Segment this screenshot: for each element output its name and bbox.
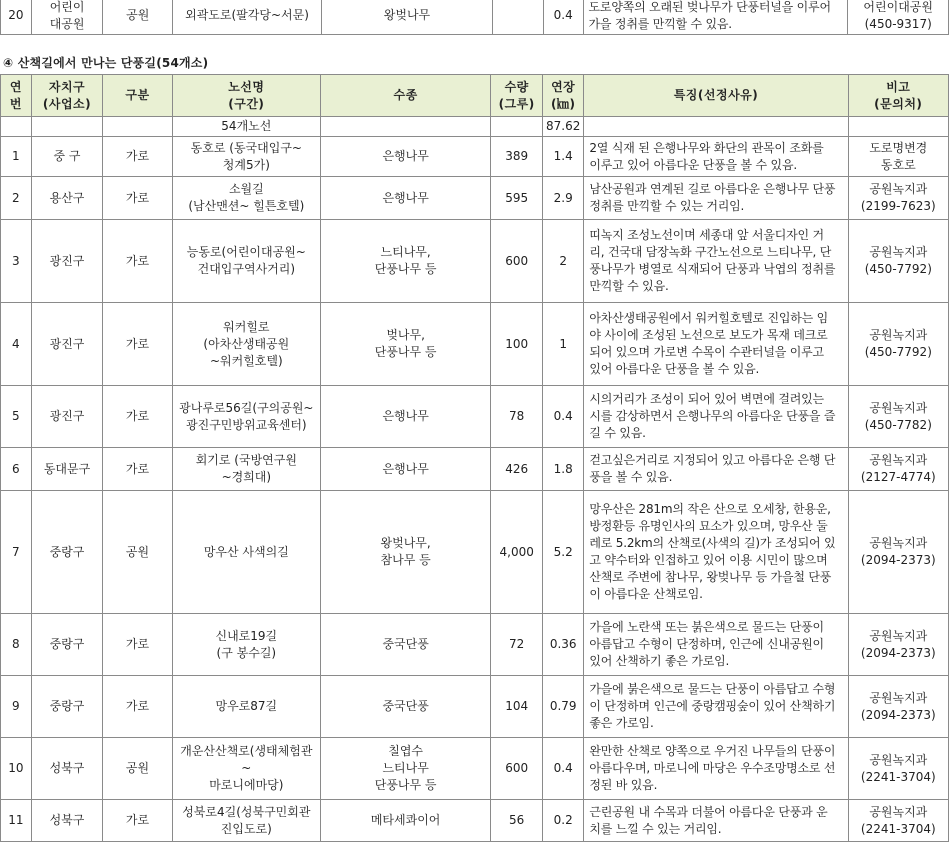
- length-cell: 0.2: [543, 800, 584, 842]
- type-cell: 가로: [103, 220, 172, 303]
- note-cell: 공원녹지과 (2127-4774): [848, 448, 948, 491]
- header-feature: 특징(선정사유): [584, 75, 848, 117]
- length-cell: 5.2: [543, 491, 584, 614]
- table-row: [1, 491, 949, 614]
- count-cell: 600: [491, 738, 543, 800]
- route-cell: 동호로 (동국대입구~ 청계5가): [172, 137, 320, 177]
- table-row: [1, 0, 949, 35]
- type-cell: 공원: [103, 491, 172, 614]
- table-row: [1, 220, 949, 303]
- type-cell: 가로: [103, 386, 172, 448]
- row-number: 1: [1, 137, 32, 177]
- row-number: 7: [1, 491, 32, 614]
- table-row: [1, 800, 949, 842]
- count-cell: 56: [491, 800, 543, 842]
- feature-cell: 띠녹지 조성노선이며 세종대 앞 서울디자인 거 리, 건국대 담장녹화 구간노선으로 느티나무, 단 풍나무가 병열로 식재되어 단풍과 낙엽의 정취를 만끽할 수 있음.: [584, 220, 848, 303]
- header-route: 노선명 (구간): [172, 75, 320, 117]
- count-cell: 4,000: [491, 491, 543, 614]
- note-cell: 공원녹지과 (2241-3704): [848, 800, 948, 842]
- note-cell: 공원녹지과 (450-7792): [848, 303, 948, 386]
- count-cell: [493, 0, 544, 35]
- feature-cell: 남산공원과 연계된 길로 아름다운 은행나무 단풍 정취를 만끽할 수 있는 거리임.: [584, 177, 848, 220]
- district-cell: 동대문구: [31, 448, 103, 491]
- row-number: 20: [1, 0, 32, 35]
- district-cell: 광진구: [31, 220, 103, 303]
- district-cell: 어린이 대공원: [31, 0, 103, 35]
- count-cell: 600: [491, 220, 543, 303]
- route-cell: 외곽도로(팔각당~서문): [173, 0, 322, 35]
- species-cell: 은행나무: [320, 177, 490, 220]
- feature-cell: 시의거리가 조성이 되어 있어 벽면에 걸려있는 시를 감상하면서 은행나무의 아름다운 단풍을 즐 길 수 있음.: [584, 386, 848, 448]
- feature-cell: 망우산은 281m의 작은 산으로 오세창, 한용운, 방정환등 유명인사의 묘소가 있으며, 망우산 둘 레로 5.2km의 산책로(사색의 길)가 조성되어 있 고 약수터와 인접하고 있어 이용 시민이 많으며 산책로 주변에 참나무, 왕벚나무 등 가을철 단풍 이 아름다운 산책로임.: [584, 491, 848, 614]
- feature-cell: 가을에 붉은색으로 물드는 단풍이 아름답고 수형 이 단정하며 인근에 중랑캠핑숲이 있어 산책하기 좋은 가로임.: [584, 676, 848, 738]
- length-cell: 0.4: [543, 0, 583, 35]
- species-cell: 왕벚나무: [321, 0, 492, 35]
- type-cell: 가로: [103, 448, 172, 491]
- count-cell: 100: [491, 303, 543, 386]
- type-cell: 가로: [103, 177, 172, 220]
- header-count: 수량 (그루): [491, 75, 543, 117]
- count-cell: 595: [491, 177, 543, 220]
- table-row: [1, 177, 949, 220]
- feature-cell: 도로양쪽의 오래된 벚나무가 단풍터널을 이루어 가을 정취를 만끽할 수 있음.: [583, 0, 848, 35]
- type-cell: 가로: [103, 676, 172, 738]
- type-cell: 가로: [103, 303, 172, 386]
- district-cell: 성북구: [31, 800, 103, 842]
- route-cell: 개운산산책로(생태체험관~ 마로니에마당): [172, 738, 320, 800]
- note-cell: 공원녹지과 (2199-7623): [848, 177, 948, 220]
- district-cell: 중랑구: [31, 491, 103, 614]
- route-cell: 광나루로56길(구의공원~ 광진구민방위교육센터): [172, 386, 320, 448]
- type-cell: 가로: [103, 614, 172, 676]
- count-cell: 104: [491, 676, 543, 738]
- row-number: 5: [1, 386, 32, 448]
- maple-road-table: [0, 74, 949, 842]
- species-cell: 메타세콰이어: [320, 800, 490, 842]
- length-cell: 0.4: [543, 738, 584, 800]
- row-number: 2: [1, 177, 32, 220]
- note-cell: 도로명변경 동호로: [848, 137, 948, 177]
- note-cell: 공원녹지과 (450-7792): [848, 220, 948, 303]
- district-cell: 중랑구: [31, 676, 103, 738]
- row-number: 6: [1, 448, 32, 491]
- type-cell: 가로: [103, 800, 172, 842]
- feature-cell: 아차산생태공원에서 워커힐호텔로 진입하는 임 야 사이에 조성된 노선으로 보도가 목재 데크로 되어 있으며 가로변 수목이 수관터널을 이루고 있어 아름다운 단풍을 볼 수 있음.: [584, 303, 848, 386]
- section-title: ④ 산책길에서 만나는 단풍길(54개소): [3, 56, 209, 70]
- type-cell: 공원: [103, 0, 173, 35]
- route-cell: 신내로19길 (구 봉수길): [172, 614, 320, 676]
- length-cell: 1: [543, 303, 584, 386]
- species-cell: 은행나무: [320, 137, 490, 177]
- route-cell: 망우산 사색의길: [172, 491, 320, 614]
- row-number: 11: [1, 800, 32, 842]
- table-row: [1, 386, 949, 448]
- length-cell: 0.79: [543, 676, 584, 738]
- header-length: 연장 (㎞): [543, 75, 584, 117]
- species-cell: 은행나무: [320, 386, 490, 448]
- length-cell: 2: [543, 220, 584, 303]
- note-cell: 공원녹지과 (2094-2373): [848, 491, 948, 614]
- row-number: 3: [1, 220, 32, 303]
- feature-cell: 완만한 산책로 양쪽으로 우거진 나무들의 단풍이 아름다우며, 마로니에 마당은 우수조망명소로 선 정된 바 있음.: [584, 738, 848, 800]
- note-cell: 공원녹지과 (2094-2373): [848, 614, 948, 676]
- table-header-row: [1, 75, 949, 117]
- district-cell: 중 구: [31, 137, 103, 177]
- row-number: 8: [1, 614, 32, 676]
- header-note: 비고 (문의처): [848, 75, 948, 117]
- header-no: 연번: [1, 75, 32, 117]
- district-cell: 광진구: [31, 303, 103, 386]
- length-cell: 1.4: [543, 137, 584, 177]
- district-cell: 광진구: [31, 386, 103, 448]
- summary-length-total: 87.62: [543, 117, 584, 137]
- count-cell: 78: [491, 386, 543, 448]
- species-cell: 왕벚나무, 참나무 등: [320, 491, 490, 614]
- length-cell: 0.36: [543, 614, 584, 676]
- count-cell: 426: [491, 448, 543, 491]
- species-cell: 중국단풍: [320, 676, 490, 738]
- row-number: 9: [1, 676, 32, 738]
- species-cell: 중국단풍: [320, 614, 490, 676]
- length-cell: 1.8: [543, 448, 584, 491]
- table-row: [1, 448, 949, 491]
- previous-section-table: [0, 0, 949, 35]
- table-row: [1, 614, 949, 676]
- note-cell: 공원녹지과 (2241-3704): [848, 738, 948, 800]
- count-cell: 72: [491, 614, 543, 676]
- count-cell: 389: [491, 137, 543, 177]
- header-district: 자치구 (사업소): [31, 75, 103, 117]
- note-cell: 공원녹지과 (2094-2373): [848, 676, 948, 738]
- feature-cell: 근린공원 내 수목과 더불어 아름다운 단풍과 운 치를 느낄 수 있는 거리임.: [584, 800, 848, 842]
- table-row: [1, 676, 949, 738]
- species-cell: 은행나무: [320, 448, 490, 491]
- route-cell: 능동로(어린이대공원~ 건대입구역사거리): [172, 220, 320, 303]
- header-type: 구분: [103, 75, 172, 117]
- species-cell: 칠엽수 느티나무 단풍나무 등: [320, 738, 490, 800]
- summary-route-count: 54개노선: [172, 117, 320, 137]
- route-cell: 소월길 (남산맨션~ 힐튼호텔): [172, 177, 320, 220]
- district-cell: 중랑구: [31, 614, 103, 676]
- type-cell: 공원: [103, 738, 172, 800]
- feature-cell: 가을에 노란색 또는 붉은색으로 물드는 단풍이 아름답고 수형이 단정하며, 인근에 신내공원이 있어 산책하기 좋은 가로임.: [584, 614, 848, 676]
- row-number: 4: [1, 303, 32, 386]
- table-row: [1, 137, 949, 177]
- note-cell: 공원녹지과 (450-7782): [848, 386, 948, 448]
- species-cell: 느티나무, 단풍나무 등: [320, 220, 490, 303]
- district-cell: 용산구: [31, 177, 103, 220]
- type-cell: 가로: [103, 137, 172, 177]
- route-cell: 성북로4길(성북구민회관 진입도로): [172, 800, 320, 842]
- route-cell: 망우로87길: [172, 676, 320, 738]
- feature-cell: 걷고싶은거리로 지정되어 있고 아름다운 은행 단 풍을 볼 수 있음.: [584, 448, 848, 491]
- district-cell: 성북구: [31, 738, 103, 800]
- feature-cell: 2열 식재 된 은행나무와 화단의 관목이 조화를 이루고 있어 아름다운 단풍을 볼 수 있음.: [584, 137, 848, 177]
- row-number: 10: [1, 738, 32, 800]
- note-cell: 어린이대공원 (450-9317): [848, 0, 949, 35]
- summary-row: [1, 117, 949, 137]
- header-species: 수종: [320, 75, 490, 117]
- route-cell: 워커힐로 (아차산생태공원 ~워커힐호텔): [172, 303, 320, 386]
- table-row: [1, 738, 949, 800]
- length-cell: 0.4: [543, 386, 584, 448]
- length-cell: 2.9: [543, 177, 584, 220]
- table-row: [1, 303, 949, 386]
- species-cell: 벚나무, 단풍나무 등: [320, 303, 490, 386]
- route-cell: 회기로 (국방연구원 ~경희대): [172, 448, 320, 491]
